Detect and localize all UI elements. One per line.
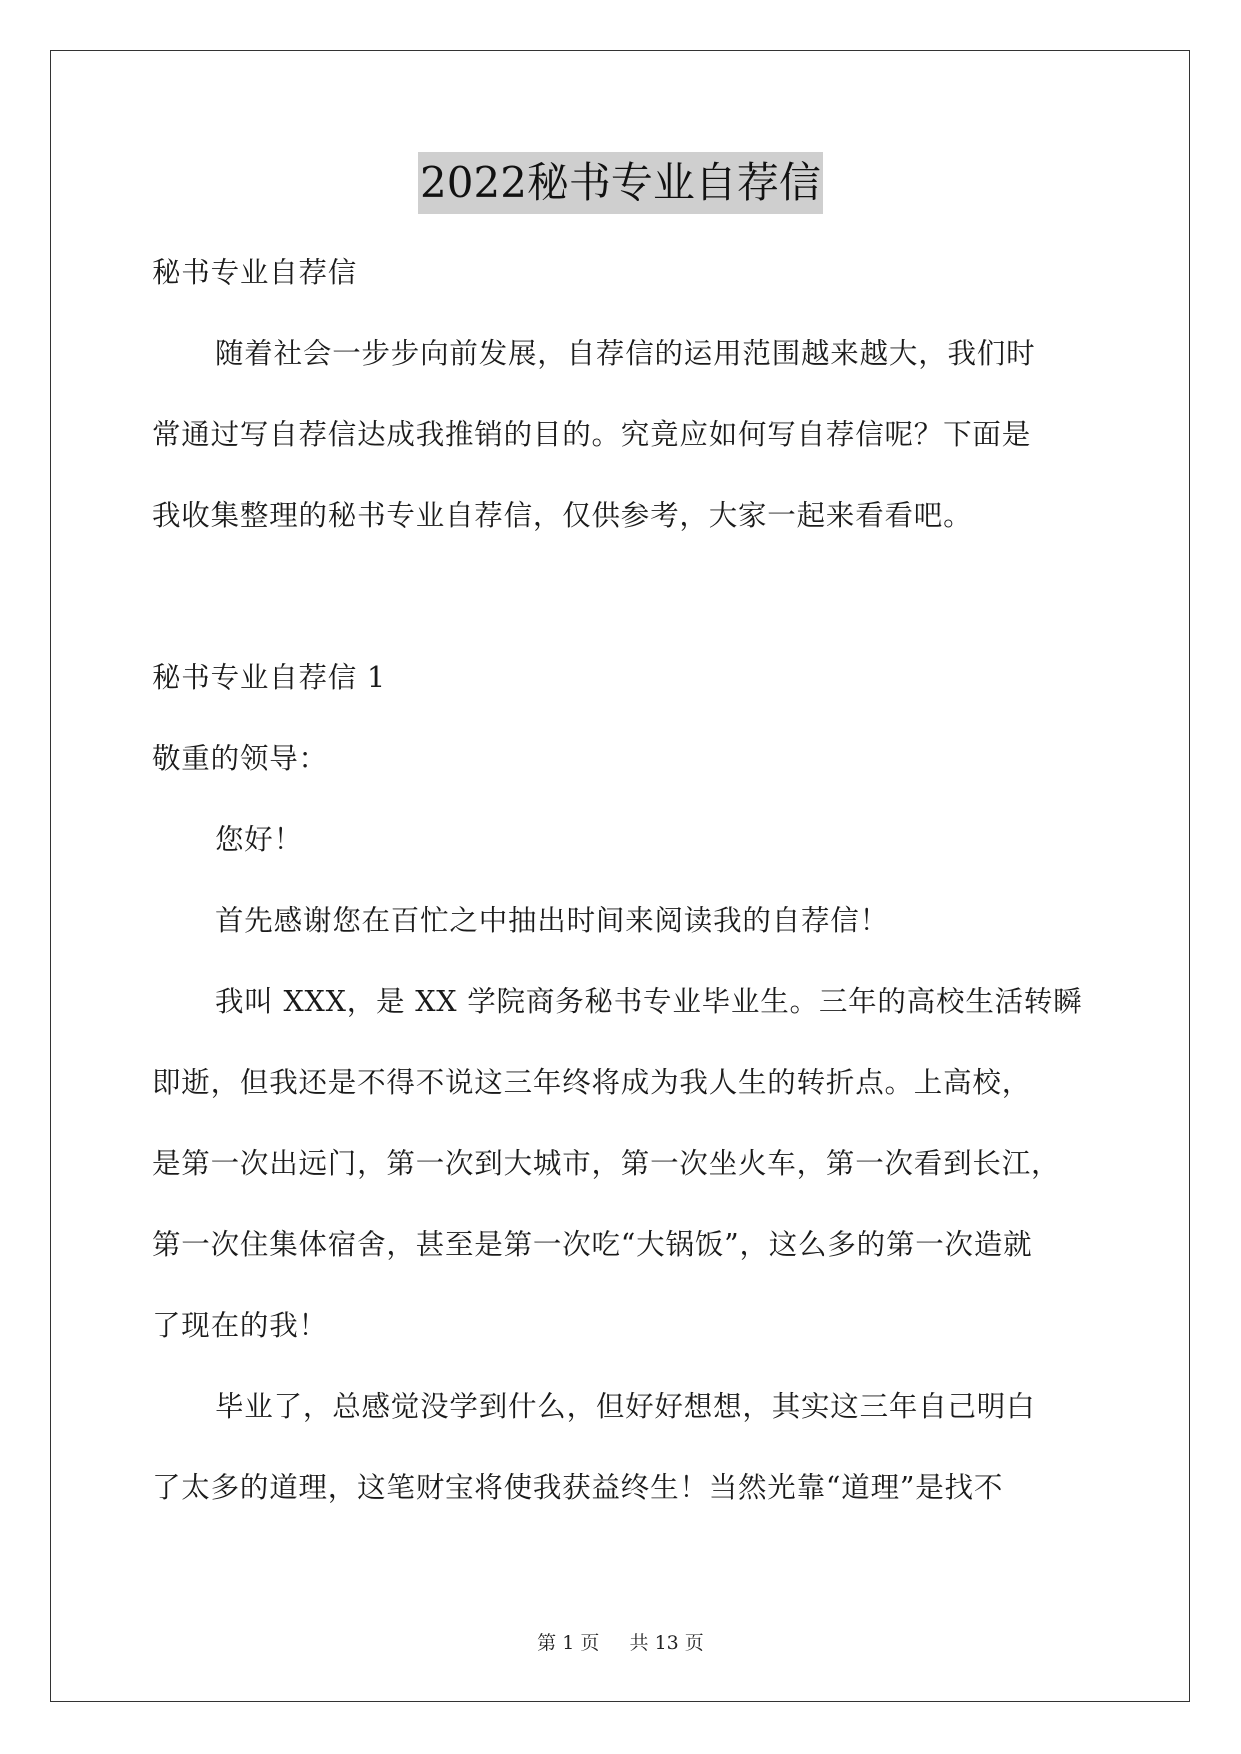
- paragraph-line: 了太多的道理，这笔财宝将使我获益终生！当然光靠“道理”是找不: [152, 1471, 1004, 1504]
- paragraph-line: 常通过写自荐信达成我推销的目的。究竟应如何写自荐信呢？下面是: [152, 418, 1032, 451]
- page-number: 第 1 页: [537, 1632, 600, 1654]
- title-container: [0, 152, 1241, 214]
- paragraph-line: 毕业了，总感觉没学到什么，但好好想想，其实这三年自己明白: [215, 1390, 1036, 1423]
- document-body: [152, 232, 1092, 1528]
- document-title: 2022秘书专业自荐信: [418, 152, 823, 214]
- section-heading: 秘书专业自荐信 1: [152, 661, 386, 694]
- paragraph-line: 我叫 XXX，是 XX 学院商务秘书专业毕业生。三年的高校生活转瞬: [215, 985, 1083, 1018]
- paragraph-line: 第一次住集体宿舍，甚至是第一次吃“大锅饭”，这么多的第一次造就: [152, 1228, 1033, 1261]
- paragraph-line: 随着社会一步步向前发展，自荐信的运用范围越来越大，我们时: [215, 337, 1036, 370]
- paragraph-line: 首先感谢您在百忙之中抽出时间来阅读我的自荐信！: [215, 904, 889, 937]
- paragraph-line: 了现在的我！: [152, 1309, 328, 1342]
- salutation-line: 敬重的领导：: [152, 742, 328, 775]
- subtitle-line: 秘书专业自荐信: [152, 256, 358, 289]
- paragraph-line: 即逝，但我还是不得不说这三年终将成为我人生的转折点。上高校，: [152, 1066, 1032, 1099]
- blank-gap: [152, 556, 1092, 637]
- page-footer: [0, 1628, 1241, 1655]
- paragraph-line: 是第一次出远门，第一次到大城市，第一次坐火车，第一次看到长江，: [152, 1147, 1061, 1180]
- paragraph-line: 我收集整理的秘书专业自荐信，仅供参考，大家一起来看看吧。: [152, 499, 973, 532]
- greeting-line: 您好！: [215, 823, 303, 856]
- total-pages: 共 13 页: [629, 1632, 704, 1654]
